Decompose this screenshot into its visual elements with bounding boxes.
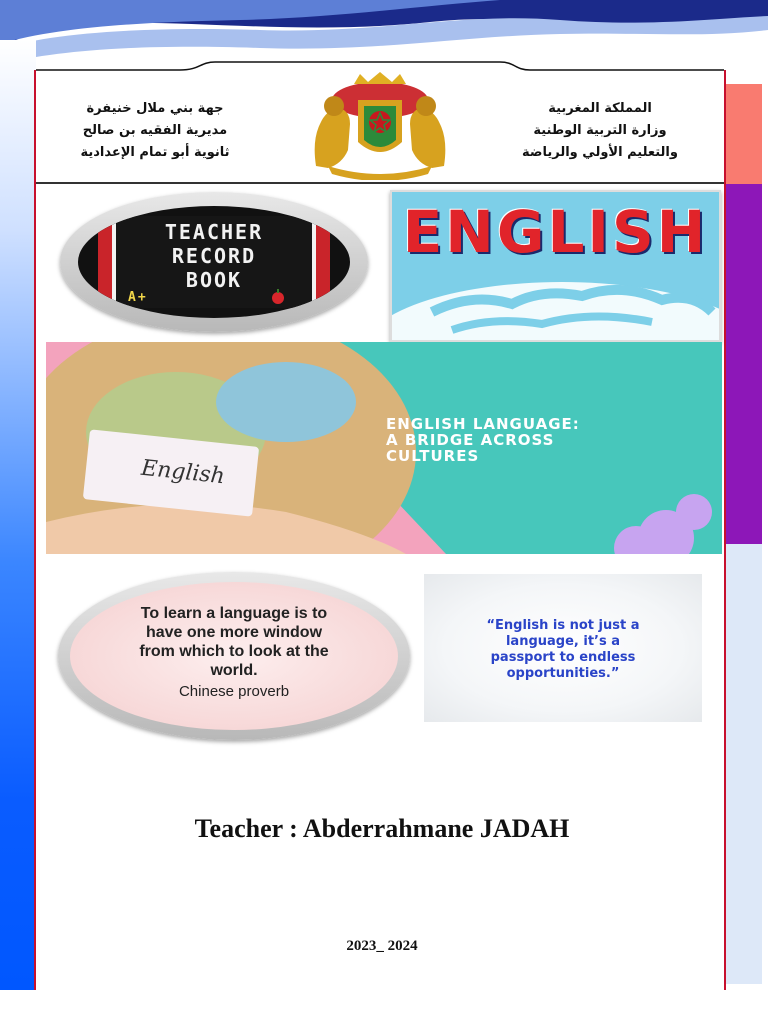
banner-line-3: CULTURES xyxy=(386,447,480,465)
left-border-line xyxy=(34,70,36,990)
banner-line-1: ENGLISH LANGUAGE: xyxy=(386,415,580,433)
right-pale-block xyxy=(726,544,762,984)
teacher-book-line-3: BOOK xyxy=(185,268,243,292)
banner-title xyxy=(386,416,706,464)
teacher-book-line-1: TEACHER xyxy=(164,220,264,244)
proverb-source: Chinese proverb xyxy=(178,683,290,700)
quote-line-4: opportunities.” xyxy=(506,666,620,681)
region-line-1: جهة بني ملال خنيفرة xyxy=(86,101,224,116)
english-word: ENGLISH xyxy=(402,198,709,266)
region-line-2: مديرية الفقيه بن صالح xyxy=(82,123,228,138)
teacher-name: Teacher : Abderrahmane JADAH xyxy=(194,814,570,843)
right-salmon-block xyxy=(726,84,762,184)
ministry-line-2: وزارة التربية الوطنية xyxy=(533,123,667,138)
english-bridge-banner xyxy=(46,342,722,554)
quote-line-2: language, it’s a xyxy=(505,634,621,649)
top-wave-decoration xyxy=(0,0,768,80)
quote-line-3: passport to endless xyxy=(490,650,636,665)
teacher-record-book-image xyxy=(78,206,350,318)
left-blue-stripe xyxy=(0,40,36,990)
quote-text xyxy=(444,618,682,682)
banner-line-2: A BRIDGE ACROSS xyxy=(386,431,555,449)
proverb-line-4: world. xyxy=(210,662,258,679)
quote-line-1: “English is not just a xyxy=(486,618,640,633)
quote-panel xyxy=(424,574,702,722)
english-globe-image xyxy=(390,190,721,342)
teacher-book-line-2: RECORD xyxy=(171,244,257,268)
proverb-line-3: from which to look at the xyxy=(139,643,329,660)
moroccan-coat-of-arms-icon xyxy=(298,70,462,180)
header-divider xyxy=(36,182,724,184)
regional-header xyxy=(50,98,260,164)
proverb-text xyxy=(90,604,378,701)
region-line-3: ثانوية أبو تمام الإعدادية xyxy=(80,145,230,160)
proverb-panel xyxy=(70,582,398,730)
school-year: 2023_ 2024 xyxy=(346,938,418,954)
ministry-header xyxy=(490,98,710,164)
ministry-line-1: المملكة المغربية xyxy=(548,101,652,116)
proverb-line-2: have one more window xyxy=(145,624,323,641)
right-purple-block xyxy=(726,184,762,544)
english-card-word: English xyxy=(140,455,226,490)
ministry-line-3: والتعليم الأولي والرياضة xyxy=(522,145,678,160)
proverb-line-1: To learn a language is to xyxy=(140,605,328,622)
grade-mark: A+ xyxy=(128,290,148,305)
